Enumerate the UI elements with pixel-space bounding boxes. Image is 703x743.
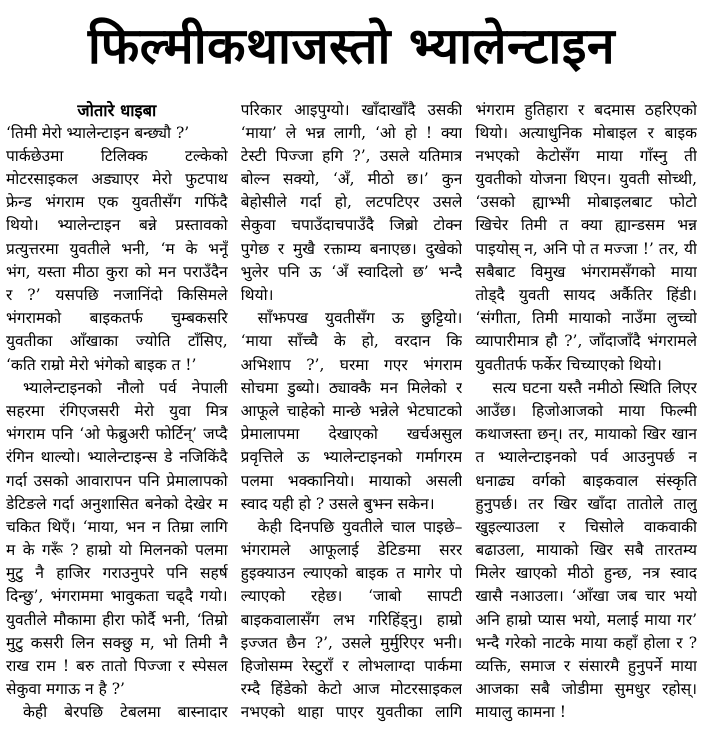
article-line: सत्य घटना यस्तै नमीठो स्थिति लिएर — [492, 378, 698, 397]
article-line: सहरमा रंगिएजसरी मेरो युवा मित्र — [6, 401, 228, 420]
article-line: पार्कछेउमा टिलिक्क टल्केको — [6, 146, 228, 165]
article-line: सबैबाट विमुख भंगरामसँगको माया — [475, 262, 698, 281]
byline: जोतारे धाइबा — [77, 100, 157, 120]
article-line: भंगराम हुतिहारा र बदमास ठहरिएको — [475, 100, 698, 119]
article-line: ‘माया साँच्चै के हो, वरदान कि — [240, 332, 463, 351]
article-line: थियो। अत्याधुनिक मोबाइल र बाइक — [475, 123, 698, 142]
article-line: अनि हाम्रो प्यास भयो, मलाई माया गर’ — [475, 610, 698, 629]
article-line: गर्दा उसको आवारापन पनि प्रेमालापको — [6, 471, 228, 490]
article-line: बाइकवालासँग लभ गरिहिंड्नु। हाम्रो — [240, 610, 463, 629]
article-line: थियो। — [240, 286, 274, 304]
article-headline: फिल्मीकथाजस्तो भ्यालेन्टाइन — [87, 17, 616, 75]
article-line: सोचमा डुब्यो। ठ्याक्कै मन मिलेको र — [240, 378, 463, 397]
article-column-2 — [241, 99, 463, 725]
article-line: भंगरामको बाइकतर्फ चुम्बकसरि — [6, 309, 228, 328]
article-line: ‘उसको ह्याभ्भी मोबाइलबाट फोटो — [475, 193, 698, 212]
article-line: केही दिनपछि युवतीले चाल पाइछे– — [257, 517, 463, 536]
article-line: चकित थिएँ। ‘माया, भन न तिम्रा लागि — [6, 517, 228, 536]
article-line: खासै नआउला। ‘आँखा जब चार भयो — [475, 587, 698, 606]
article-line: हिजोसम्म रेस्टुराँ र लोभलाग्दा पार्कमा — [240, 657, 463, 675]
article-line: युवतीको योजना थिएन। युवती सोच्थी, — [475, 170, 698, 189]
article-line: बढाउला, मायाको खिर सबै तारतम्य — [475, 541, 698, 560]
article-line: मिलेर खाएको मीठो हुन्छ, नत्र स्वाद — [475, 564, 698, 583]
article-line: खुइल्याउला र चिसोले वाकवाकी — [475, 517, 698, 536]
article-line: तोड्दै युवती सायद अर्कैतिर हिंडी। — [475, 286, 698, 304]
article-column-1 — [6, 99, 228, 725]
article-line: टेस्टी पिज्जा हगि ?’, उसले यतिमात्र — [240, 146, 463, 165]
article-line: प्रवृत्तिले ऊ भ्यालेन्टाइनको गर्मागरम — [240, 448, 463, 467]
article-line: त भ्यालेन्टाइनको पर्व आउनुपर्छ न — [475, 448, 698, 467]
article-line: र ?’ यसपछि नजानिंदो किसिमले — [6, 286, 228, 304]
article-line: धनाढ्य वर्गको बाइकवाल संस्कृति — [475, 471, 698, 490]
article-line: पलमा भक्कानियो। मायाको असली — [240, 471, 463, 490]
article-line: ‘संगीता, तिमी मायाको नाउँमा लुच्चो — [475, 309, 698, 328]
article-line: अभिशाप ?’, घरमा गएर भंगराम — [240, 355, 463, 374]
article-line: नभएको थाहा पाएर युवतीका लागि — [240, 703, 463, 722]
article-line: ‘माया’ ले भन्न लागी, ‘ओ हो ! क्या — [240, 123, 463, 142]
article-line: म के गरूँ ? हाम्रो यो मिलनको पलमा — [6, 541, 228, 560]
article-line: युवतीका आँखाका ज्योति टाँसिए, — [6, 332, 228, 351]
article-line: इज्जत छैन ?’, उसले मुर्मुरिएर भनी। — [240, 633, 463, 652]
article-line: साँझपख युवतीसँग ऊ छुट्टियो। — [257, 309, 463, 328]
article-line: व्यापारीमात्र हौ ?’, जाँदाजाँदै भंगरामले — [475, 332, 698, 351]
article-line: थियो। भ्यालेन्टाइन बन्ने प्रस्तावको — [6, 216, 228, 235]
article-line: भ्यालेन्टाइनको नौलो पर्व नेपाली — [23, 378, 228, 397]
article-line: ल्याएको रहेछ। ‘जाबो सापटी — [240, 587, 463, 606]
article-line: हुनुपर्छ। तर खिर खाँदा तातोले तालु — [475, 494, 698, 513]
article-line: सेकुवा मगाऊ न है ?’ — [6, 680, 125, 699]
column-lines — [475, 99, 697, 725]
article-line: डेटिङले गर्दा अनुशासित बनेको देखेर म — [6, 494, 228, 513]
article-line: भुलेर पनि ऊ ‘अँ स्वादिलो छ’ भन्दै — [240, 262, 463, 281]
article-line: बोल्न सक्यो, ‘अँ, मीठो छ।’ कुन — [240, 170, 463, 189]
article-line: पुगेछ र मुखै रक्ताम्य बनाएछ। दुखेको — [240, 239, 463, 258]
article-line: आउँछ। हिजोआजको माया फिल्मी — [475, 401, 698, 420]
article-line: ‘तिमी मेरो भ्यालेन्टाइन बन्छ्यौ ?’ — [6, 123, 190, 142]
article-line: स्वाद यही हो ? उसले बुझ्न सकेन। — [240, 494, 435, 513]
article-line: बेहोसीले गर्दा हो, लटपटिएर उसले — [240, 193, 463, 212]
article-column-3 — [475, 99, 697, 725]
article-line: रंगिन थाल्यो। भ्यालेन्टाइन्स डे नजिकिंदै — [6, 448, 228, 467]
article-line: आफूले चाहेको मान्छे भन्नेले भेटघाटको — [240, 401, 463, 420]
article-line: मुटु कसरी लिन सक्छु म, भो तिमी नै — [6, 633, 228, 652]
article-line: दिन्छु’, भंगराममा भावुकता चढ्दै गयो। — [6, 587, 228, 606]
article-line: व्यक्ति, समाज र संसारमै हुनुपर्ने माया — [475, 657, 698, 675]
article-line: सेकुवा चपाउँदाचपाउँदै जिब्रो टोक्न — [240, 216, 463, 235]
article-line: नभएको केटोसँग माया गाँस्नु ती — [475, 146, 698, 165]
article-line: हुइक्याउन ल्याएको बाइक त मागेर पो — [240, 564, 463, 583]
article-line: प्रत्युत्तरमा युवतीले भनी, ‘म के भनूँ — [6, 239, 228, 258]
article-body — [0, 99, 703, 725]
article-line: राख राम ! बरु तातो पिज्जा र स्पेसल — [6, 657, 228, 675]
article-line: प्रेमालापमा देखाएको खर्चअसुल — [240, 425, 463, 444]
article-line: युवतीले मौकामा हीरा फोर्दै भनी, ‘तिम्रो — [6, 610, 228, 629]
column-lines — [241, 99, 463, 725]
article-line: केही बेरपछि टेबलमा बास्नादार — [23, 703, 228, 722]
article-line: फ्रेन्ड भंगराम एक युवतीसँग गफिंदै — [6, 193, 228, 212]
article-line: मोटरसाइकल अड्याएर मेरो फुटपाथ — [6, 170, 228, 189]
article-line: मायालु कामना ! — [475, 703, 567, 722]
article-line: मुटु नै हाजिर गराउनुपरे पनि सहर्ष — [6, 564, 228, 583]
article-line: ‘कति राम्रो मेरो भंगेको बाइक त !’ — [6, 355, 197, 374]
column-lines — [6, 122, 228, 725]
article-line: खिचेर तिमी त क्या ह्यान्डसम भन्न — [475, 216, 698, 235]
article-line: कथाजस्ता छन्। तर, मायाको खिर खान — [475, 425, 698, 444]
article-line: भंगरामले आफूलाई डेटिङमा सरर — [240, 541, 463, 560]
article-line: भंगराम पनि ‘ओ फेब्रुअरी फोर्टिन्’ जप्दै — [6, 425, 228, 444]
article-line: पाइयोस् न, अनि पो त मज्जा !’ तर, यी — [475, 239, 698, 258]
newspaper-page — [0, 10, 703, 743]
article-line: भन्दै गरेको नाटके माया कहाँ होला र ? — [475, 633, 698, 652]
article-line: परिकार आइपुग्यो। खाँदाखाँदै उसकी — [240, 100, 463, 119]
article-line: युवतीतर्फ फर्केर चिच्याएको थियो। — [475, 355, 662, 374]
article-line: भंग, यस्ता मीठा कुरा को मन पराउँदैन — [6, 262, 228, 281]
article-line: आजका सबै जोडीमा सुमधुर रहोस्। — [475, 680, 698, 699]
article-line: रम्दै हिंडेको केटो आज मोटरसाइकल — [240, 680, 463, 699]
